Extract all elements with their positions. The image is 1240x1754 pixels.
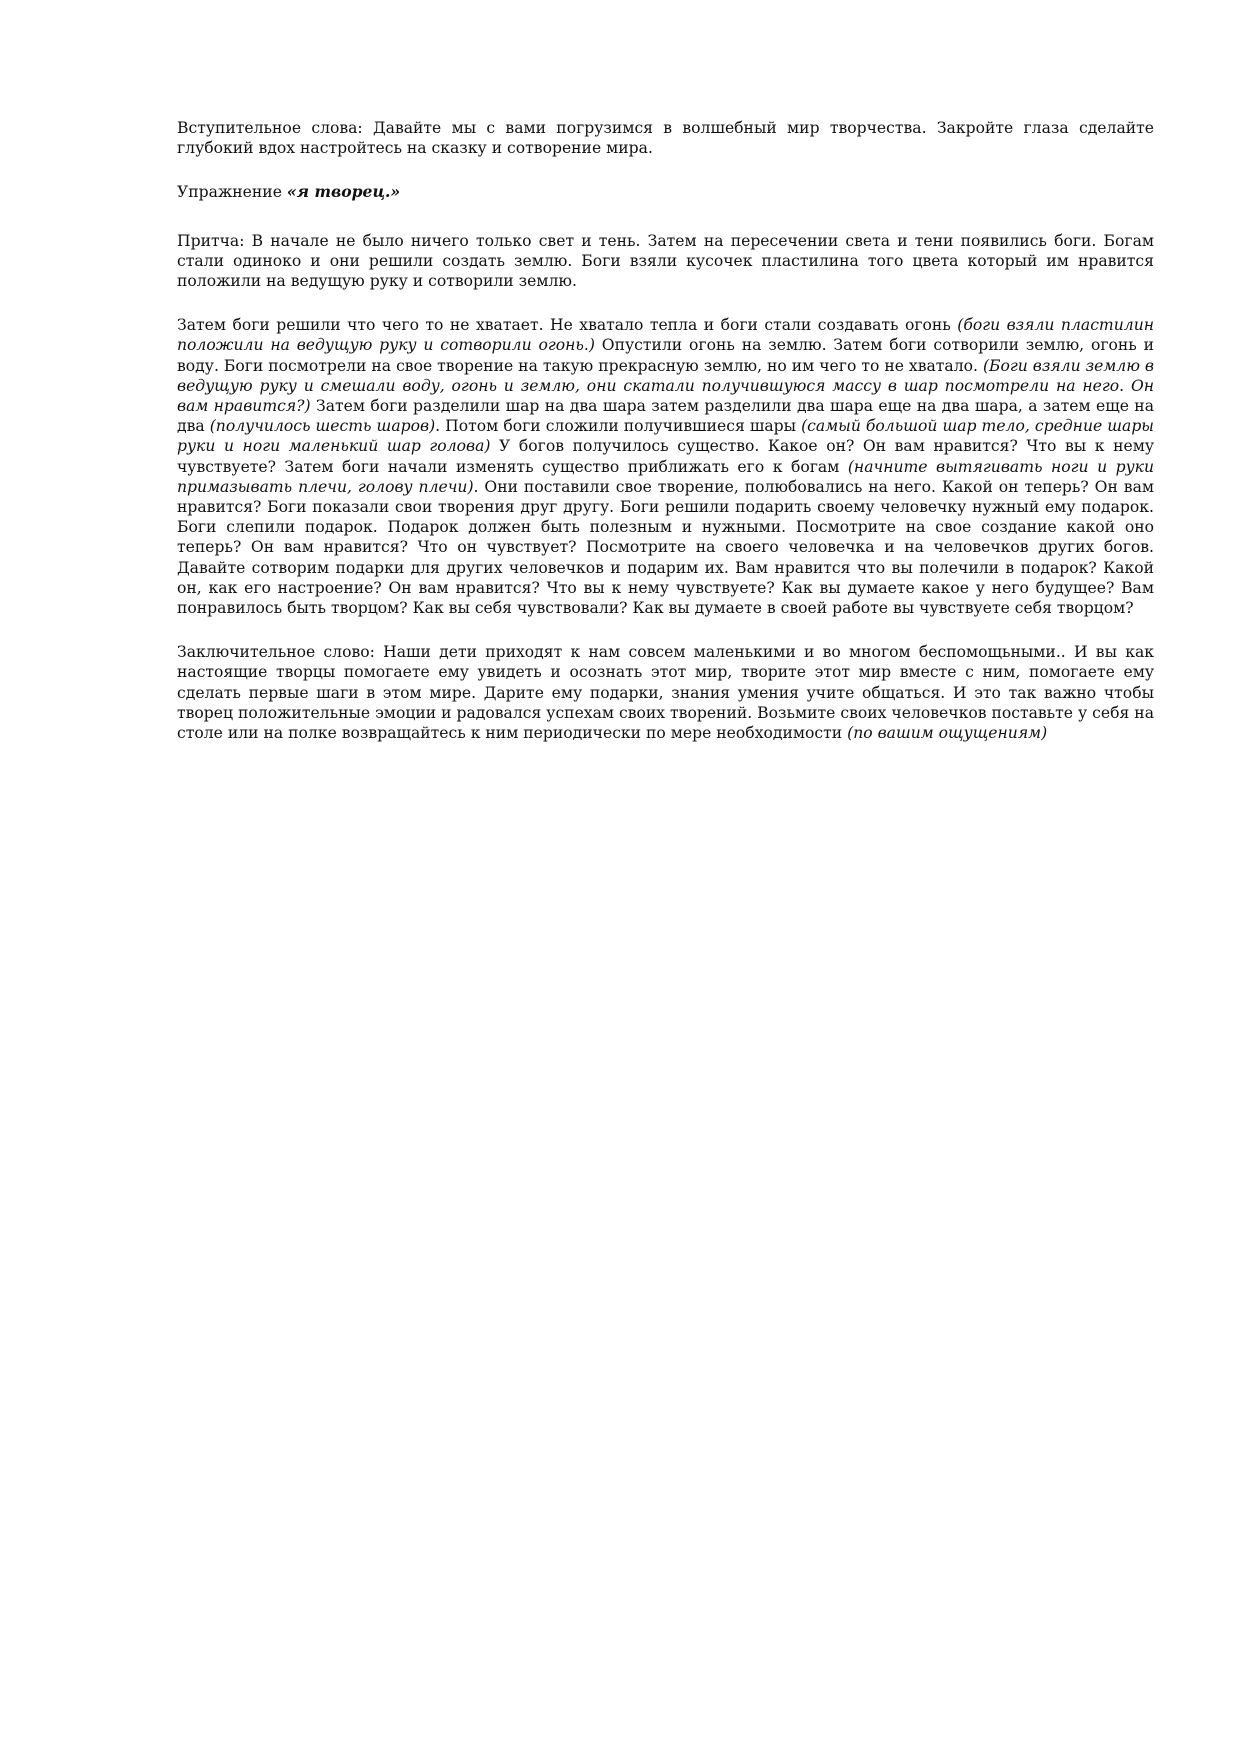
conclusion-text: Заключительное слово: Наши дети приходят к нам совсем маленькими и во многом беспомощьными.. И вы как настоящие творцы помогаете ему увидеть и осознать этот мир, творите этот мир вместе с ним, помогаете ему сделать первые шаги в этом мире. Дарите ему подарки, знания умения учите общаться. И это так важно чтобы творец положительные эмоции и радовался успехам своих творений. Возьмите своих человечков поставьте у себя на столе или на полке возвращайтесь к ним периодически по мере необходимости xyxy=(177,643,1154,743)
main-paragraph xyxy=(177,315,1154,618)
main-italic-3: (получилось шесть шаров). xyxy=(209,417,441,436)
conclusion-paragraph xyxy=(177,642,1154,743)
intro-text: Вступительное слова: Давайте мы с вами погрузимся в волшебный мир творчества. Закройте глаза сделайте глубокий вдох настройтесь на сказку и сотворение мира. xyxy=(177,119,1154,158)
intro-paragraph xyxy=(177,118,1154,158)
exercise-label: Упражнение xyxy=(177,183,287,202)
main-text-3: Затем боги разделили шар на два шара затем разделили два шара еще на два шара, а затем еще на два xyxy=(177,397,1154,436)
main-italic-5: (начните вытягивать ноги и руки примазывать плечи, голову плечи). xyxy=(177,457,1154,496)
main-italic-4: (самый большой шар тело, средние шары руки и ноги маленький шар голова) xyxy=(177,417,1155,456)
main-text-6: Они поставили свое творение, полюбовались на него. Какой он теперь? Он вам нравится? Боги показали свои творения друг другу. Боги решили подарить своему человечку нужный ему подарок. Боги слепили подарок. Подарок должен быть полезным и нужными. Посмотрите на свое создание какой оно теперь? Он вам нравится? Что он чувствует? Посмотрите на своего человечка и на человечков других богов. Давайте сотворим подарки для других человечков и подарим их. Вам нравится что вы полечили в подарок? Какой он, как его настроение? Он вам нравится? Что вы к нему чувствуете? Как вы думаете какое у него будущее? Вам понравилось быть творцом? Как вы себя чувствовали? Как вы думаете в своей работе вы чувствуете себя творцом? xyxy=(177,477,1154,618)
document-page xyxy=(177,118,1154,767)
main-italic-2: (Боги взяли землю в ведущую руку и смешали воду, огонь и землю, они скатали получившуюся массу в шар посмотрели на него. Он вам нравится?) xyxy=(177,356,1154,416)
main-text-5: У богов получилось существо. Какое он? Он вам нравится? Что вы к нему чувствуете? Затем боги начали изменять существо приближать его к богам xyxy=(177,437,1155,476)
main-text-1: Затем боги решили что чего то не хватает. Не хватало тепла и боги стали создавать огонь xyxy=(177,316,958,335)
exercise-heading xyxy=(177,182,1154,202)
main-italic-1: (боги взяли пластилин положили на ведущую руку и сотворили огонь.) xyxy=(177,316,1155,355)
exercise-title: «я творец.» xyxy=(286,182,401,202)
conclusion-italic: (по вашим ощущениям) xyxy=(847,724,1048,743)
parable-text: Притча: В начале не было ничего только свет и тень. Затем на пересечении света и тени появились боги. Богам стали одиноко и они решили создать землю. Боги взяли кусочек пластилина того цвета который им нравится положили на ведущую руку и сотворили землю. xyxy=(177,231,1154,291)
main-text-4: Потом боги сложили получившиеся шары xyxy=(440,417,802,436)
main-text-2: Опустили огонь на землю. Затем боги сотворили землю, огонь и воду. Боги посмотрели на свое творение на такую прекрасную землю, но им чего то не хватало. xyxy=(177,336,1154,375)
parable-paragraph xyxy=(177,231,1154,292)
